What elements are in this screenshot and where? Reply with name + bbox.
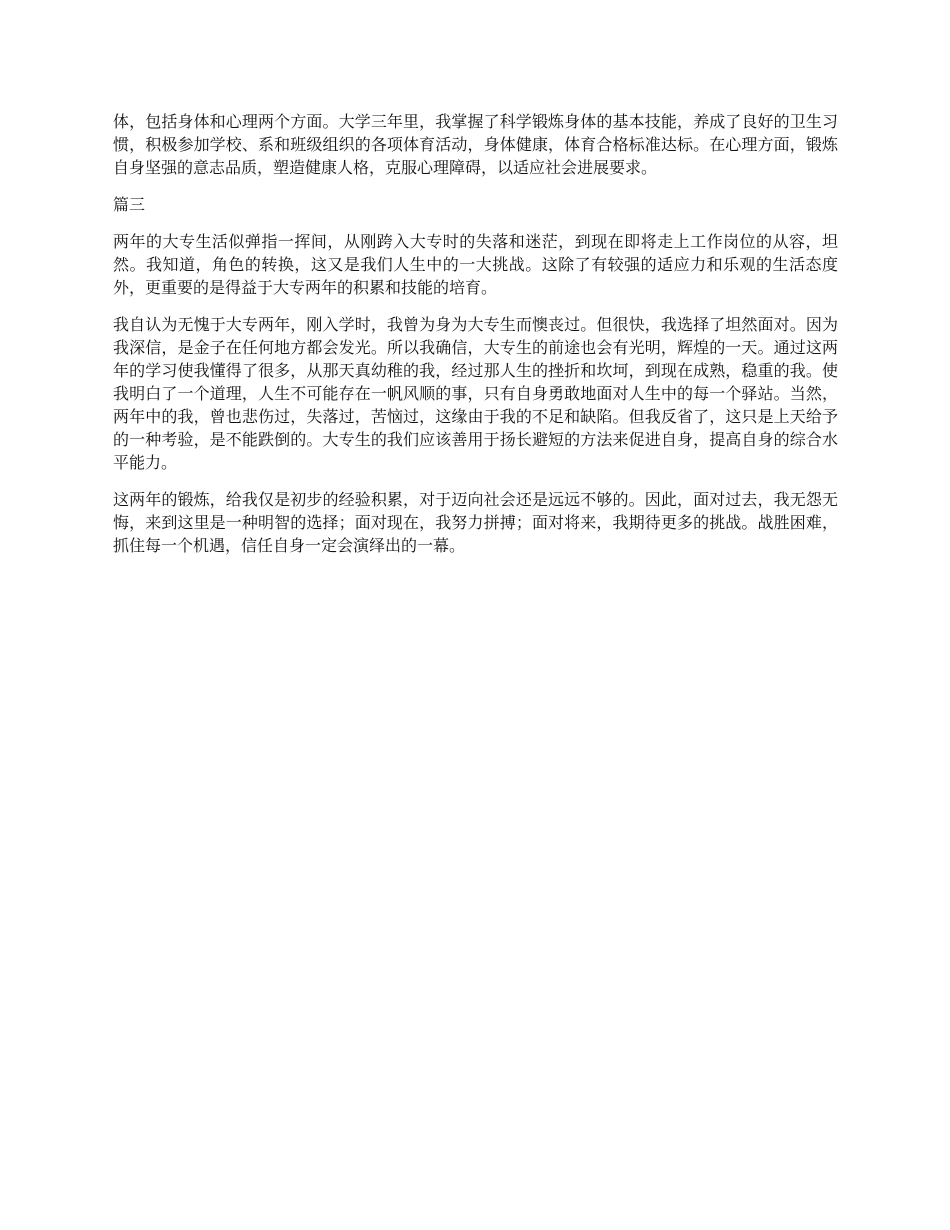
paragraph-2: 我自认为无愧于大专两年，刚入学时，我曾为身为大专生而懊丧过。但很快，我选择了坦然面对。因为我深信，是金子在任何地方都会发光。所以我确信，大专生的前途也会有光明，辉煌的一天。通过这两年的学习使我懂得了很多，从那天真幼稚的我，经过那人生的挫折和坎坷，到现在成熟，稳重的我。使我明白了一个道理，人生不可能存在一帆风顺的事，只有自身勇敢地面对人生中的每一个驿站。当然，两年中的我，曾也悲伤过，失落过，苦恼过，这缘由于我的不足和缺陷。但我反省了，这只是上天给予的一种考验，是不能跌倒的。大专生的我们应该善用于扬长避短的方法来促进自身，提高自身的综合水平能力。 [113, 315, 838, 472]
document-body [113, 110, 838, 571]
paragraph-3: 这两年的锻炼，给我仅是初步的经验积累，对于迈向社会还是远远不够的。因此，面对过去，我无怨无悔，来到这里是一种明智的选择；面对现在，我努力拼搏；面对将来，我期待更多的挑战。战胜困难，抓住每一个机遇，信任自身一定会演绎出的一幕。 [113, 490, 838, 555]
section-heading: 篇三 [113, 195, 146, 214]
paragraph-1: 两年的大专生活似弹指一挥间，从刚跨入大专时的失落和迷茫，到现在即将走上工作岗位的从容，坦然。我知道，角色的转换，这又是我们人生中的一大挑战。这除了有较强的适应力和乐观的生活态度外，更重要的是得益于大专两年的积累和技能的培育。 [113, 232, 838, 297]
paragraph-intro: 体，包括身体和心理两个方面。大学三年里，我掌握了科学锻炼身体的基本技能，养成了良好的卫生习惯，积极参加学校、系和班级组织的各项体育活动，身体健康，体育合格标准达标。在心理方面，锻炼自身坚强的意志品质，塑造健康人格，克服心理障碍，以适应社会进展要求。 [113, 112, 838, 177]
